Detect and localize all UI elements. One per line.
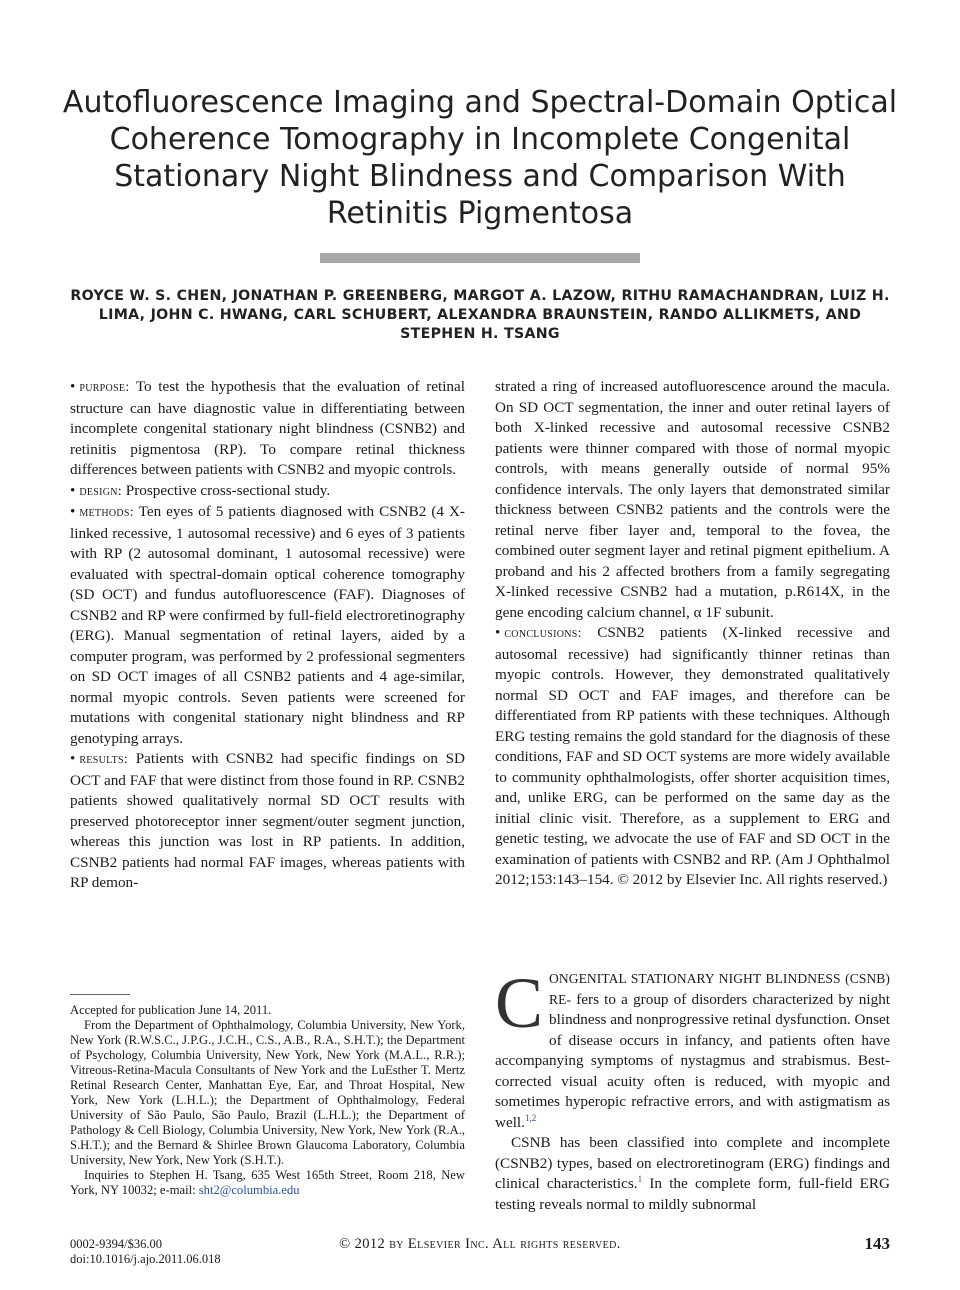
bullet-icon: • (70, 378, 76, 395)
body-para1-text: fers to a group of disorders characterized by night blindness and nonprogressive retinal dysfunction. Onset of disease occurs in infancy, and patients often have accompanying symptoms of nystagmus and strabismus. Best-corrected visual acuity often is reduced, with myopic and sometimes hyperopic refractive errors, and with astigmatism as well. (495, 990, 891, 1131)
footnote-rule (70, 994, 130, 995)
body-paragraph-1 (495, 963, 891, 1133)
body-paragraph-2 (495, 1133, 890, 1215)
purpose-label: purpose: (79, 380, 130, 395)
methods-text: Ten eyes of 5 patients diagnosed with CSNB2 (4 X-linked recessive, 1 autosomal recessive) and 6 eyes of 3 patients with RP (2 autosomal dominant, 1 autosomal recessive) were evaluated with spectral-domain optical coherence tomography (SD OCT) and fundus autofluorescence (FAF). Diagnoses of CSNB2 and RP were confirmed by full-field electroretinography (ERG). Manual segmentation of retinal layers, aided by a computer program, was performed by 2 professional segmenters on SD OCT images of all CSNB2 patients and 4 age-similar, normal myopic controls. Seven patients were screened for mutations with congenital stationary night blindness and RP genotyping arrays. (70, 503, 465, 747)
methods-label: methods: (79, 505, 134, 520)
abstract-purpose (70, 377, 465, 481)
bullet-icon: • (70, 481, 76, 499)
results-continued (495, 377, 890, 623)
title-divider (320, 253, 640, 263)
affiliations-note: From the Department of Ophthalmology, Columbia University, New York, New York (R.W.S.C., J.P.G., J.C.H., C.S., A.B., R.A., S.H.T.); the Department of Psychology, Columbia University, New York, New York (M.A.L., R.R.); Vitreous-Retina-Macula Consultants of New York and the LuEsther T. Mertz Retinal Research Center, Manhattan Eye, Ear, and Throat Hospital, New York, New York (L.H.L.); the Department of Ophthalmology, Federal University of São Paulo, São Paulo, Brazil (L.H.L.); the Department of Pathology & Cell Biology, Columbia University, New York, New York (R.A., S.H.T.); and the Bernard & Shirlee Brown Glaucoma Laboratory, Columbia University, New York, New York (S.H.T.). (70, 1018, 465, 1167)
inquiries-note (70, 1168, 465, 1198)
results-text-part1: Patients with CSNB2 had specific findings on SD OCT and FAF that were distinct from those found in RP. CSNB2 patients showed qualitatively normal SD OCT results with preserved photoreceptor inner segment/outer segment junction, whereas this junction was lost in RP patients. In addition, CSNB2 patients had normal FAF images, whereas patients with RP demon- (70, 750, 465, 891)
bullet-icon: • (70, 750, 76, 767)
design-text: Prospective cross-sectional study. (125, 481, 331, 499)
design-label: design: (79, 483, 122, 499)
copyright-line (300, 1236, 660, 1253)
accepted-note: Accepted for publication June 14, 2011. (70, 1003, 272, 1017)
author-list: ROYCE W. S. CHEN, JONATHAN P. GREENBERG, MARGOT A. LAZOW, RITHU RAMACHANDRAN, LUIZ H. LIMA, JOHN C. HWANG, CARL SCHUBERT, ALEXANDRA BRAUNSTEIN, RANDO ALLIKMETS, AND STEPHEN H. TSANG (70, 288, 890, 342)
abstract-conclusions (495, 623, 890, 891)
page-number: 143 (864, 1234, 890, 1253)
abstract-design (70, 481, 465, 503)
footnotes (70, 1003, 465, 1198)
issn: 0002-9394/$36.00 (70, 1237, 163, 1251)
abstract-results (70, 749, 465, 894)
email-link[interactable]: sht2@columbia.edu (198, 1183, 300, 1197)
bullet-icon: • (70, 503, 76, 520)
conclusions-text: CSNB2 patients (X-linked recessive and autosomal recessive) had significantly thinner retinas than myopic controls. However, they demonstrated qualitatively normal SD OCT and FAF images, and therefore can be differentiated from RP patients with these techniques. Although ERG testing remains the gold standard for the diagnosis of these conditions, FAF and SD OCT systems are more widely available to community ophthalmologists, offer shorter acquisition times, and, unlike ERG, can be performed on the same day as the initial clinic visit. Therefore, as a supplement to ERG and genetic testing, we advocate the use of FAF and SD OCT in the examination of patients with CSNB2 and RP. (Am J Ophthalmol 2012;153:143–154. © 2012 by Elsevier Inc. All rights reserved.) (495, 624, 890, 888)
abstract-right-column (495, 377, 890, 891)
lead-in-caps: ONGENITAL STATIONARY NIGHT BLINDNESS (CSNB) RE- (549, 971, 890, 1007)
purpose-text: To test the hypothesis that the evaluation of retinal structure can have diagnostic value in differentiating between incomplete congenital stationary night blindness (CSNB2) and retinitis pigmentosa (RP). To compare retinal thickness differences between patients with CSNB2 and myopic controls. (70, 378, 465, 478)
results-text-part2: strated a ring of increased autofluorescence around the macula. On SD OCT segmentation, the inner and outer retinal layers of both X-linked recessive and autosomal recessive CSNB2 patients were thinner compared with those of normal myopic controls, with means generally outside of normal 95% confidence intervals. The only layers that demonstrated similar thickness between CSNB2 patients and the controls were the retinal nerve fiber layer and, temporal to the fovea, the combined outer segment layer and retinal pigment epithelium. A proband and his 2 affected brothers from a family segregating X-linked recessive CSNB2 had a mutation, p.R614X, in the gene encoding calcium channel, α 1F subunit. (495, 378, 890, 621)
body-para2-text-a: CSNB has been classified into complete and incomplete (CSNB2) types, based on electroretinogram (ERG) findings and clinical characteristics. (495, 1134, 890, 1192)
conclusions-label: conclusions: (504, 626, 582, 641)
results-label: results: (79, 752, 129, 767)
body-para2-text-b: In the complete form, full-field ERG testing reveals normal to mildly subnormal (495, 1175, 890, 1213)
drop-cap: C (495, 963, 544, 1043)
citation-ref[interactable]: 1,2 (524, 1112, 537, 1123)
journal-identifiers (70, 1237, 221, 1267)
bullet-icon: • (495, 624, 501, 641)
abstract-left-column (70, 377, 465, 894)
inquiries-text: Inquiries to Stephen H. Tsang, 635 West 165th Street, Room 218, New York, NY 10032; e-mail: (70, 1168, 465, 1197)
citation-ref[interactable]: 1 (637, 1173, 643, 1184)
doi: doi:10.1016/j.ajo.2011.06.018 (70, 1252, 221, 1266)
abstract-methods (70, 502, 465, 749)
article-body (495, 963, 891, 1215)
copyright-text: © 2012 by Elsevier Inc. All rights reserved. (339, 1236, 621, 1252)
article-title: Autofluorescence Imaging and Spectral-Domain Optical Coherence Tomography in Incomplete Congenital Stationary Night Blindness and Comparison With Retinitis Pigmentosa (62, 85, 898, 231)
